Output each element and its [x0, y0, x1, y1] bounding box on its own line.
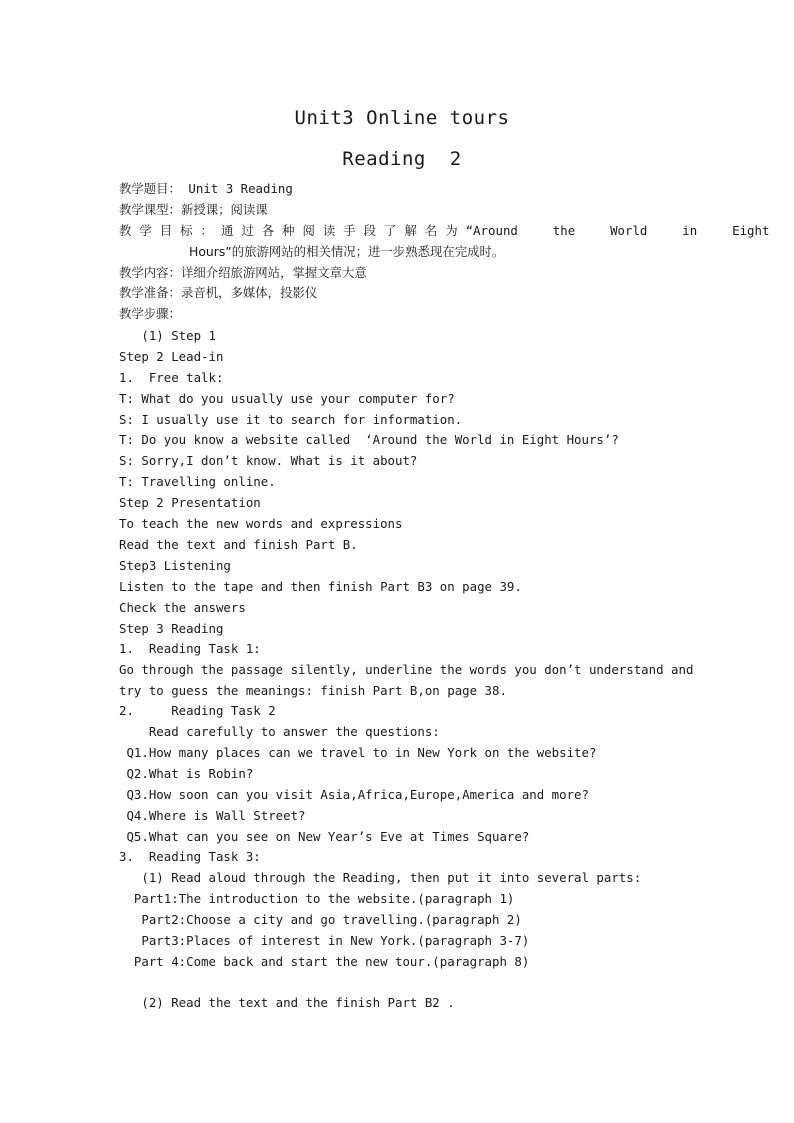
meta-goal-value-line2: Hours”的旅游网站的相关情况；进一步熟悉现在完成时。	[189, 244, 505, 259]
meta-topic-value: Unit 3 Reading	[180, 181, 293, 196]
document-subtitle: Reading 2	[342, 148, 462, 170]
meta-prep-value: 录音机，多媒体，投影仪	[180, 285, 318, 300]
body-line: Listen to the tape and then finish Part B3 on page 39.	[119, 579, 522, 594]
body-line: Read the text and finish Part B.	[119, 537, 358, 552]
meta-topic-label: 教学题目：	[119, 181, 181, 196]
body-line: Check the answers	[119, 600, 246, 615]
body-line: To teach the new words and expressions	[119, 516, 403, 531]
body-line: S: Sorry,I don’t know. What is it about?	[119, 453, 418, 468]
body-line: Part3:Places of interest in New York.(paragraph 3-7)	[119, 933, 530, 948]
meta-content	[119, 265, 367, 281]
body-line: try to guess the meanings: finish Part B,on page 38.	[119, 683, 507, 698]
body-line: Q4.Where is Wall Street?	[119, 808, 306, 823]
body-line: Q5.What can you see on New Year’s Eve at Times Square?	[119, 829, 530, 844]
body-line: Step 3 Reading	[119, 621, 224, 636]
document-title: Unit3 Online tours	[294, 107, 510, 129]
body-line: Go through the passage silently, underline the words you don’t understand and	[119, 662, 694, 677]
body-line: 3. Reading Task 3:	[119, 849, 261, 864]
meta-content-value: 详细介绍旅游网站，掌握文章大意	[180, 265, 367, 280]
body-line: Part2:Choose a city and go travelling.(paragraph 2)	[119, 912, 522, 927]
body-line: T: Travelling online.	[119, 474, 276, 489]
body-line: Part1:The introduction to the website.(paragraph 1)	[119, 891, 515, 906]
body-line: 2. Reading Task 2	[119, 703, 276, 718]
body-line: Read carefully to answer the questions:	[119, 724, 440, 739]
meta-prep	[119, 285, 317, 301]
body-line: (1) Read aloud through the Reading, then put it into several parts:	[119, 870, 642, 885]
body-line: T: What do you usually use your computer for?	[119, 391, 455, 406]
meta-goal-value-en: “Around the World in Eight	[465, 223, 770, 238]
meta-goal-value-cn: 通过各种阅读手段了解名为	[220, 223, 466, 238]
body-line: T: Do you know a website called ‘Around the World in Eight Hours’?	[119, 432, 619, 447]
body-line: (2) Read the text and the finish Part B2 .	[119, 995, 455, 1010]
meta-steps-label: 教学步骤：	[119, 306, 181, 321]
body-line: Step 2 Lead-in	[119, 349, 224, 364]
meta-goal-line2	[189, 244, 504, 260]
meta-type	[119, 202, 268, 218]
body-line: (1) Step 1	[119, 328, 216, 343]
meta-content-label: 教学内容：	[119, 265, 181, 280]
meta-prep-label: 教学准备：	[119, 285, 181, 300]
meta-type-label: 教学课型：	[119, 202, 181, 217]
meta-topic	[119, 181, 293, 197]
body-line: 1. Free talk:	[119, 370, 224, 385]
body-line: Q2.What is Robin?	[119, 766, 254, 781]
body-line: Step3 Listening	[119, 558, 231, 573]
body-line: S: I usually use it to search for information.	[119, 412, 463, 427]
body-line: Step 2 Presentation	[119, 495, 261, 510]
meta-goal	[119, 223, 769, 239]
body-line: Part 4:Come back and start the new tour.(paragraph 8)	[119, 954, 530, 969]
body-line: 1. Reading Task 1:	[119, 641, 261, 656]
body-line: Q1.How many places can we travel to in New York on the website?	[119, 745, 597, 760]
meta-goal-label: 教学目标：	[119, 223, 221, 238]
body-line: Q3.How soon can you visit Asia,Africa,Europe,America and more?	[119, 787, 589, 802]
meta-type-value: 新授课；阅读课	[180, 202, 268, 217]
